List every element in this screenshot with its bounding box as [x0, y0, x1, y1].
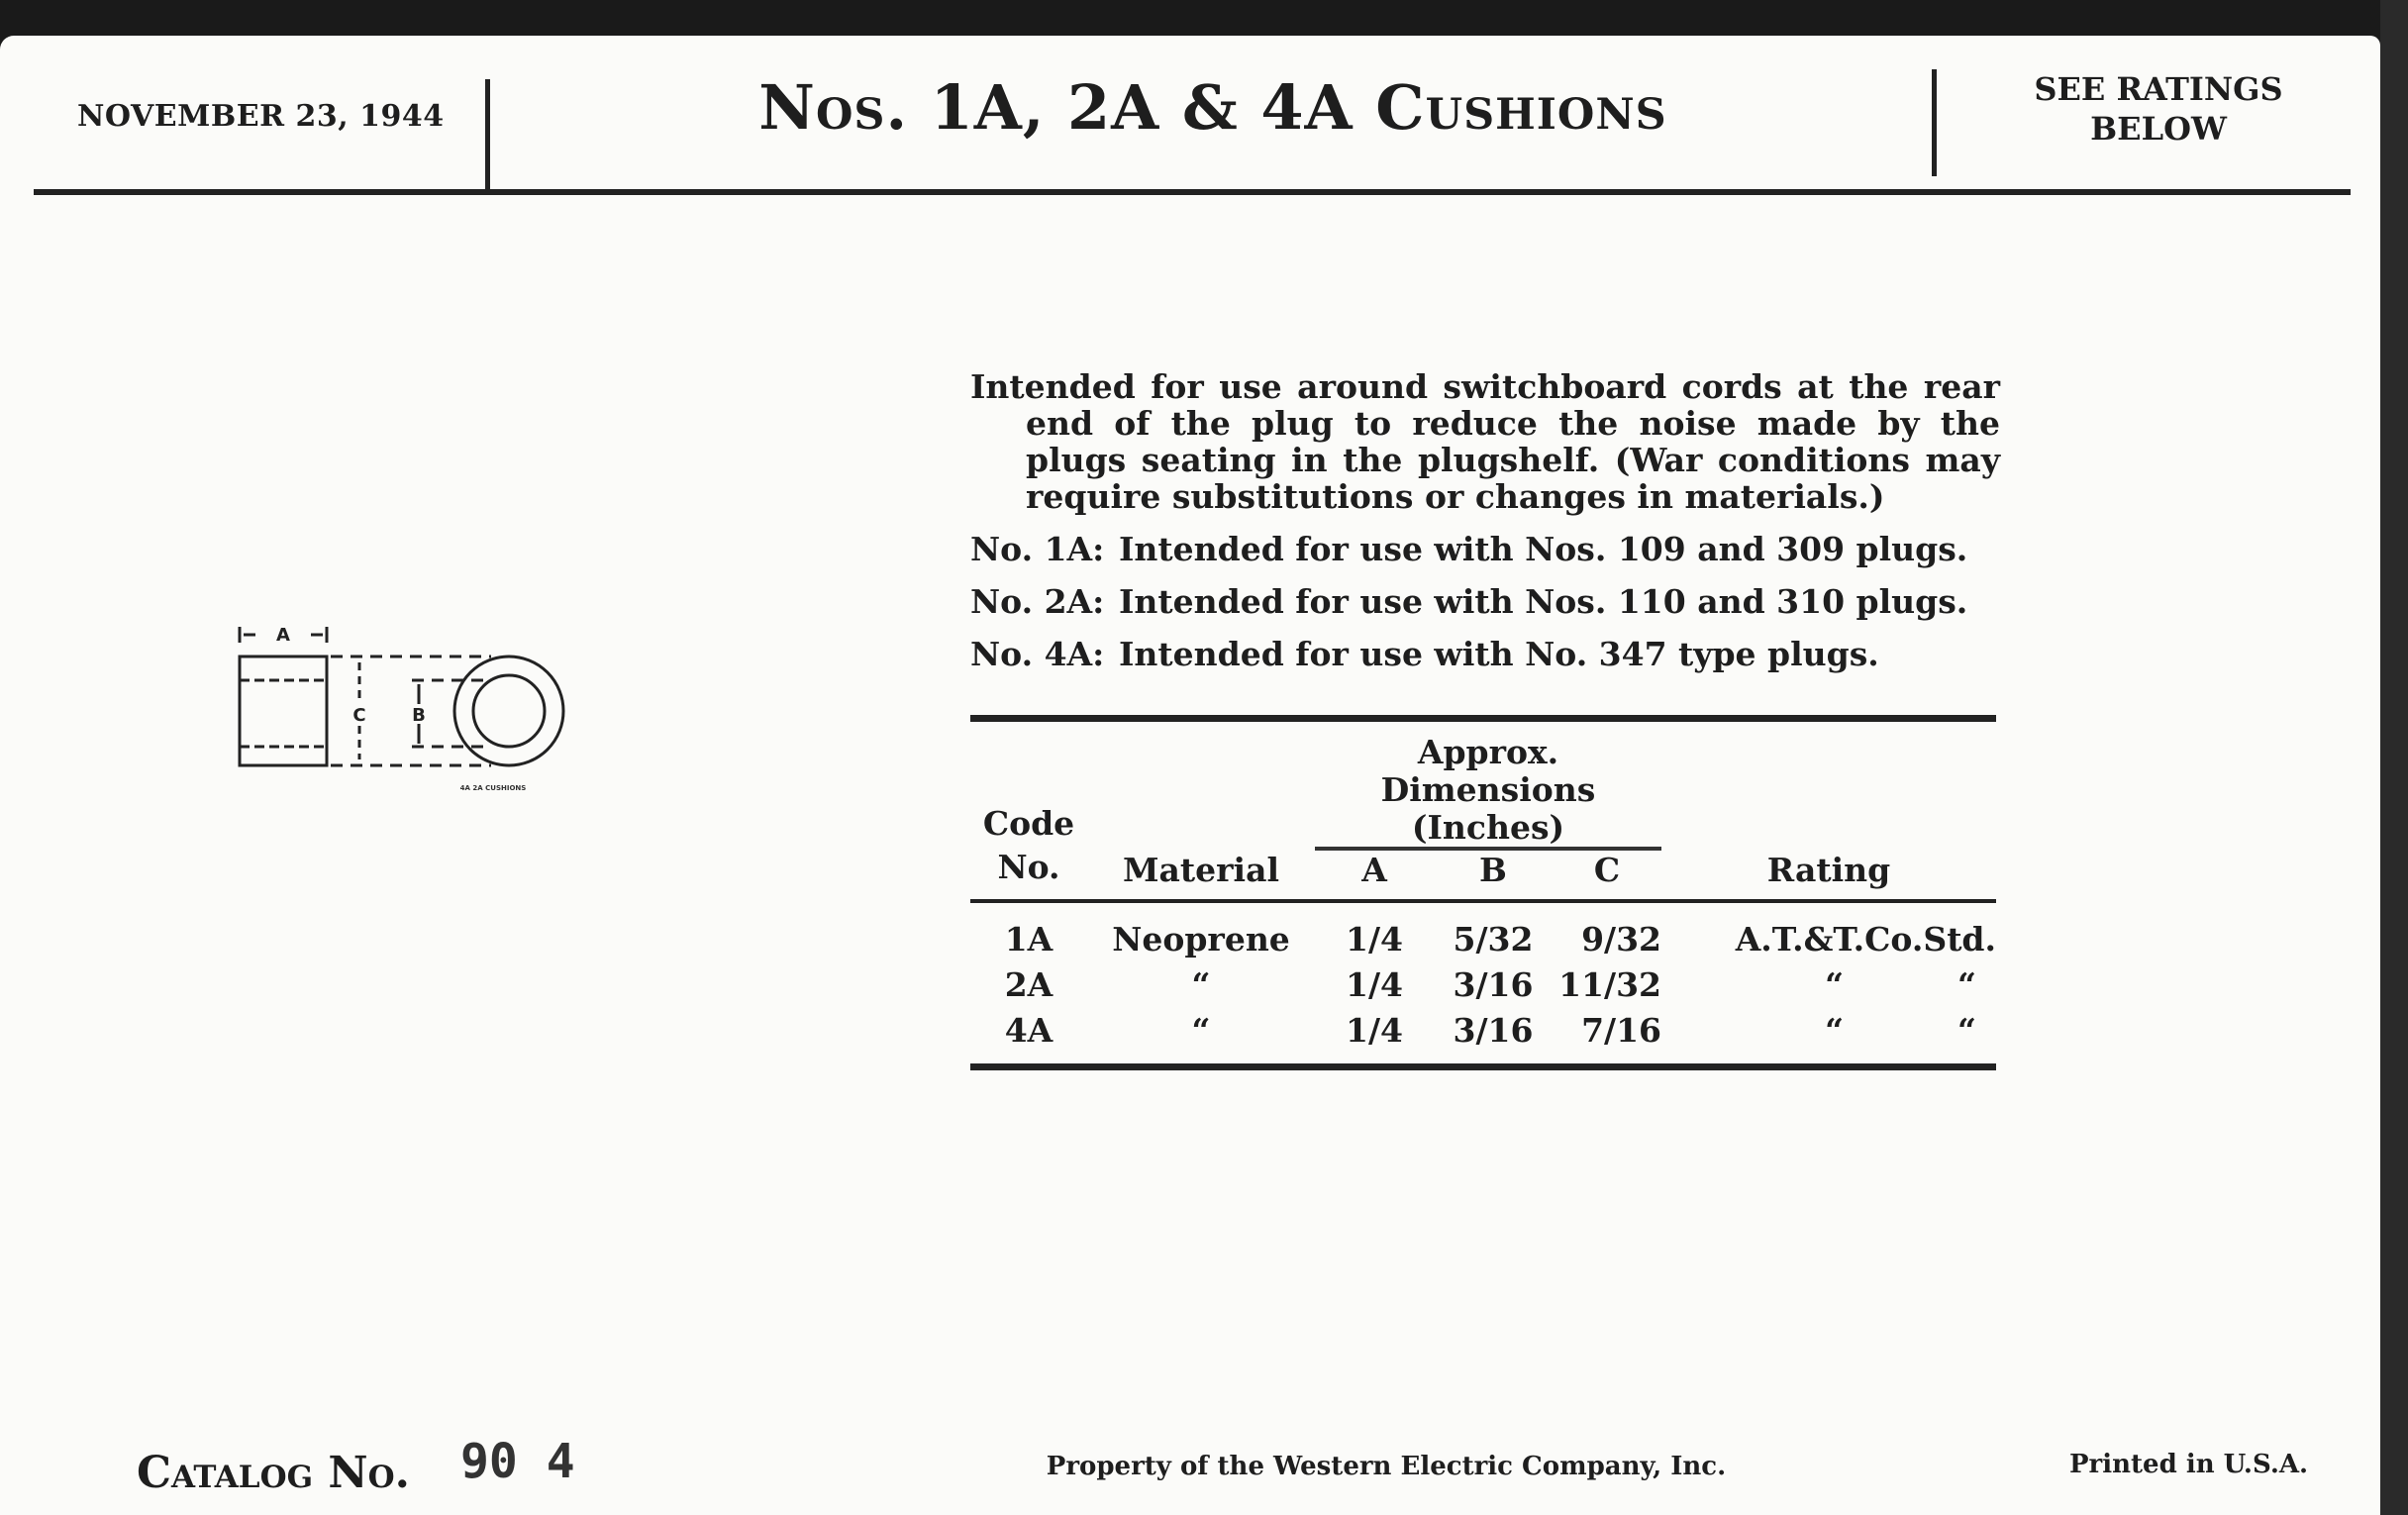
table-row [970, 901, 1996, 962]
cell-b: 3/16 [1453, 1011, 1534, 1050]
cell-c: 7/16 [1581, 1011, 1661, 1050]
dimension-label-a: A [276, 625, 290, 646]
cell-code: 1A [1004, 920, 1054, 959]
header-dim-c: C [1593, 851, 1621, 889]
page-title: Nos. 1A, 2A & 4A Cushions [758, 71, 1667, 144]
catalog-label: Catalog No. [137, 1448, 410, 1498]
intro-text: Intended for use around switchboard cords at the rear end of the plug to reduce the noise made by the plugs seating in the plugshelf. (War conditions may require substitutions or changes in materials.) [970, 367, 2000, 516]
cell-a: 1/4 [1346, 965, 1403, 1004]
dimension-label-c: C [352, 705, 366, 726]
catalog-number: 90 4 [460, 1434, 575, 1489]
inner-diameter [473, 675, 545, 747]
printed-in: Printed in U.S.A. [2069, 1450, 2309, 1479]
header-material: Material [1123, 851, 1279, 889]
cell-b: 5/32 [1453, 920, 1534, 959]
description [970, 368, 2000, 672]
header-text: Approx. Dimensions [1380, 733, 1596, 809]
note-label: No. 2A: [970, 582, 1105, 621]
cell-a: 1/4 [1346, 920, 1403, 959]
note-1a [970, 531, 2000, 567]
cell-a: 1/4 [1346, 1011, 1403, 1050]
cell-b: 3/16 [1453, 965, 1534, 1004]
note-text: Intended for use with Nos. 110 and 310 plugs. [1119, 582, 1968, 621]
ratings-note-line: SEE RATINGS [2034, 70, 2283, 108]
header-divider [1932, 69, 1937, 176]
note-4a [970, 636, 2000, 672]
property-notice: Property of the Western Electric Company, Inc. [1046, 1452, 1727, 1481]
ratings-note-line: BELOW [2090, 110, 2227, 148]
note-label: No. 1A: [970, 530, 1105, 568]
dimensions-table [970, 715, 1996, 1070]
header-text: Code [982, 804, 1075, 843]
outer-diameter [454, 656, 563, 765]
header-rating: Rating [1766, 851, 1891, 889]
cell-c: 11/32 [1558, 965, 1661, 1004]
scan-edge [2380, 0, 2408, 1515]
dimension-label-b: B [412, 705, 426, 726]
header-divider [485, 79, 490, 190]
ratings-note [1941, 69, 2376, 149]
cell-rating: “ “ [1825, 965, 1976, 1004]
cell-material: Neoprene [1112, 920, 1290, 959]
table-row [970, 1008, 1996, 1067]
header-code [970, 719, 1087, 902]
table-header [970, 719, 1996, 902]
note-text: Intended for use with No. 347 type plugs. [1119, 635, 1879, 673]
cell-code: 4A [1004, 1011, 1054, 1050]
header-dim-b: B [1479, 851, 1507, 889]
cushion-diagram [234, 619, 570, 807]
header-dim-a: A [1361, 851, 1387, 889]
note-label: No. 4A: [970, 635, 1105, 673]
header-text: (Inches) [1411, 808, 1565, 847]
cell-rating: A.T.&T.Co.Std. [1735, 920, 1996, 959]
header-dim-group [1315, 719, 1661, 852]
note-2a [970, 583, 2000, 620]
table-row [970, 962, 1996, 1008]
note-text: Intended for use with Nos. 109 and 309 plugs. [1119, 530, 1968, 568]
sheet-date: NOVEMBER 23, 1944 [77, 99, 445, 134]
cell-code: 2A [1004, 965, 1054, 1004]
header-text: No. [997, 848, 1060, 886]
cell-c: 9/32 [1581, 920, 1661, 959]
diagram-caption: 4A 2A CUSHIONS [459, 784, 527, 792]
cell-rating: “ “ [1825, 1011, 1976, 1050]
cell-material: “ [1191, 1011, 1211, 1050]
cell-material: “ [1191, 965, 1211, 1004]
header-rule [34, 189, 2351, 195]
